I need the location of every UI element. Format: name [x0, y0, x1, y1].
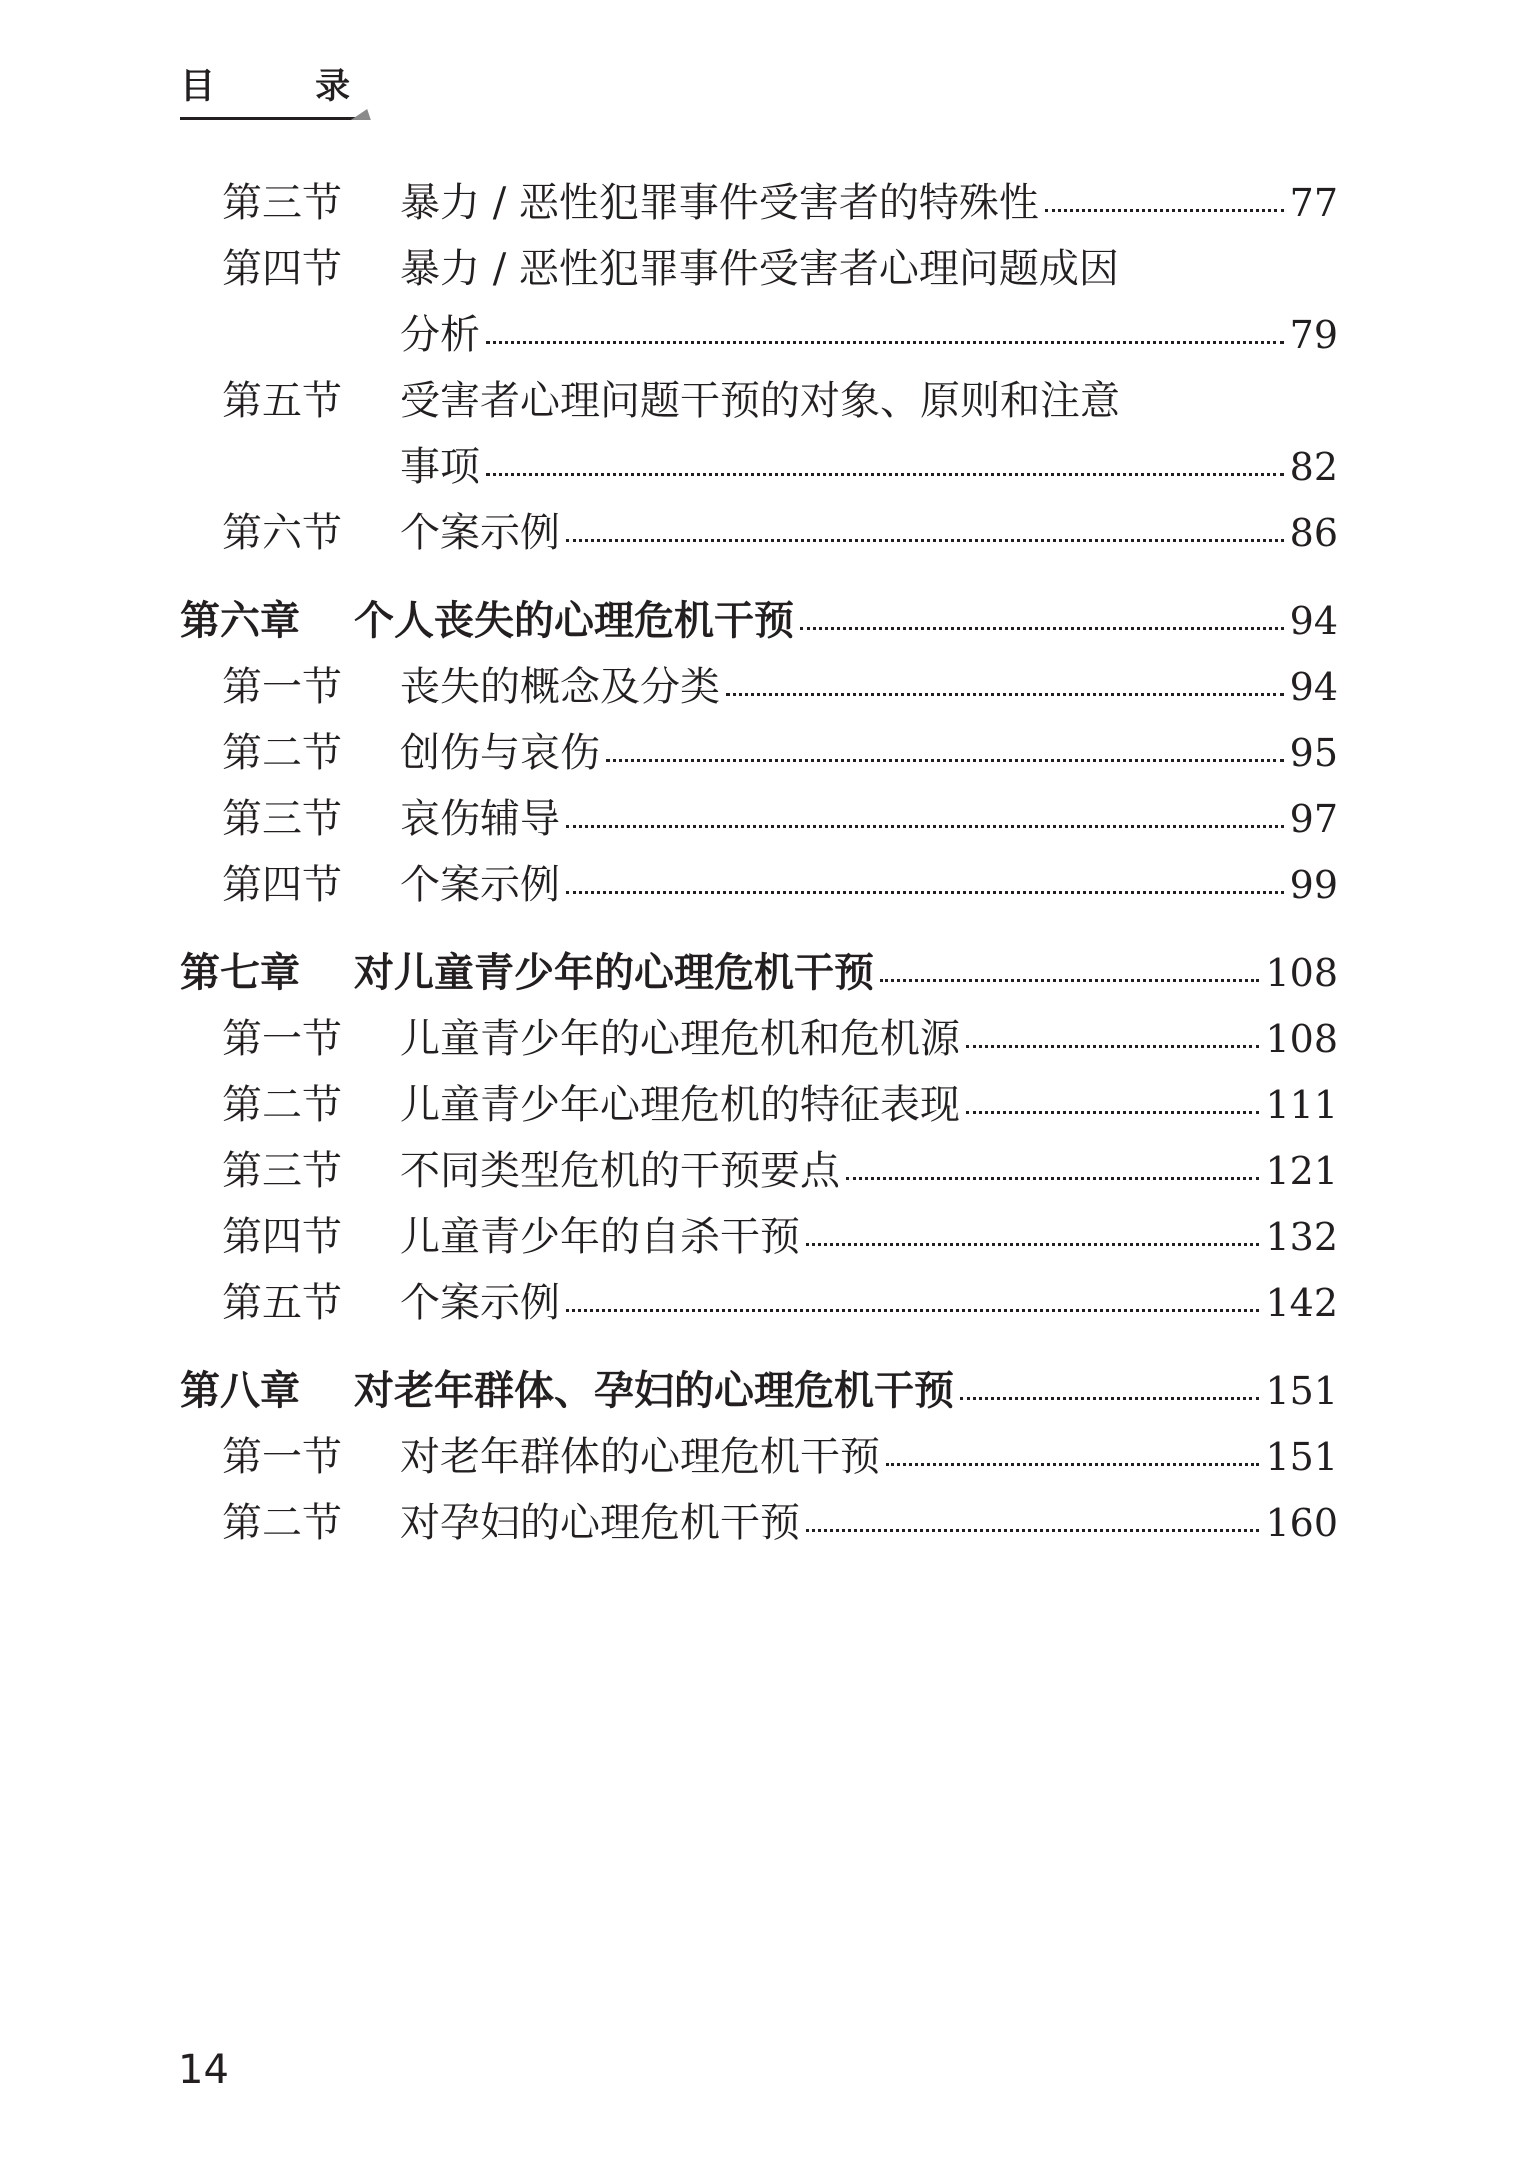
toc-section-row[interactable] — [180, 720, 1338, 786]
section-label: 第四节 — [222, 246, 342, 292]
page-number: 14 — [178, 2047, 229, 2093]
section-title-continued: 事项 — [400, 444, 480, 490]
dot-leader — [566, 1309, 1259, 1312]
dot-leader — [566, 539, 1284, 542]
dot-leader — [486, 473, 1284, 476]
dot-leader — [880, 979, 1259, 982]
section-title: 个案示例 — [400, 1280, 560, 1326]
header-rule — [180, 117, 363, 120]
toc-section-row[interactable] — [180, 368, 1338, 500]
section-page: 121 — [1265, 1149, 1338, 1193]
section-label: 第三节 — [222, 180, 342, 226]
dot-leader — [606, 759, 1284, 762]
chapter-title: 个人丧失的心理危机干预 — [354, 598, 794, 644]
toc-section-row[interactable] — [180, 170, 1338, 236]
toc-section-row[interactable] — [180, 1138, 1338, 1204]
section-page: 99 — [1289, 863, 1338, 907]
chapter-label: 第七章 — [180, 950, 300, 996]
section-label: 第六节 — [222, 510, 342, 556]
chapter-title: 对老年群体、孕妇的心理危机干预 — [354, 1368, 954, 1414]
section-page: 95 — [1289, 731, 1338, 775]
toc-section-row[interactable] — [180, 852, 1338, 918]
section-title: 个案示例 — [400, 862, 560, 908]
section-label: 第二节 — [222, 1500, 342, 1546]
dot-leader — [846, 1177, 1259, 1180]
toc-chapter-row[interactable] — [180, 940, 1338, 1006]
toc-section-row[interactable] — [180, 654, 1338, 720]
toc-section-row[interactable] — [180, 1424, 1338, 1490]
running-header — [180, 62, 395, 124]
section-title: 暴力 / 恶性犯罪事件受害者心理问题成因 — [400, 246, 1119, 292]
dot-leader — [806, 1529, 1259, 1532]
section-page: 142 — [1265, 1281, 1338, 1325]
section-label: 第二节 — [222, 1082, 342, 1128]
section-label: 第四节 — [222, 862, 342, 908]
header-title: 目 录 — [180, 67, 395, 107]
chapter-page: 108 — [1265, 951, 1338, 995]
dot-leader — [566, 825, 1284, 828]
section-label: 第一节 — [222, 1016, 342, 1062]
chapter-title: 对儿童青少年的心理危机干预 — [354, 950, 874, 996]
dot-leader — [960, 1397, 1259, 1400]
section-page: 111 — [1265, 1083, 1338, 1127]
section-title: 儿童青少年心理危机的特征表现 — [400, 1082, 960, 1128]
toc-chapter-row[interactable] — [180, 588, 1338, 654]
toc-section-row[interactable] — [180, 1270, 1338, 1336]
dot-leader — [966, 1045, 1259, 1048]
section-title-continued: 分析 — [400, 312, 480, 358]
section-page: 97 — [1289, 797, 1338, 841]
section-title: 创伤与哀伤 — [400, 730, 600, 776]
section-page: 79 — [1289, 313, 1338, 357]
section-page: 108 — [1265, 1017, 1338, 1061]
toc-section-row[interactable] — [180, 1204, 1338, 1270]
toc-section-row[interactable] — [180, 786, 1338, 852]
dot-leader — [726, 693, 1284, 696]
section-page: 132 — [1265, 1215, 1338, 1259]
section-title: 儿童青少年的自杀干预 — [400, 1214, 800, 1260]
chapter-label: 第八章 — [180, 1368, 300, 1414]
dot-leader — [886, 1463, 1259, 1466]
section-page: 86 — [1289, 511, 1338, 555]
section-title: 不同类型危机的干预要点 — [400, 1148, 840, 1194]
toc-section-row[interactable] — [180, 500, 1338, 566]
section-label: 第三节 — [222, 1148, 342, 1194]
dot-leader — [486, 341, 1284, 344]
section-title: 儿童青少年的心理危机和危机源 — [400, 1016, 960, 1062]
header-rule-ornament — [351, 109, 377, 120]
toc-section-row[interactable] — [180, 236, 1338, 368]
toc-chapter-row[interactable] — [180, 1358, 1338, 1424]
toc-section-row[interactable] — [180, 1006, 1338, 1072]
dot-leader — [1045, 209, 1284, 212]
section-title: 哀伤辅导 — [400, 796, 560, 842]
section-title: 对老年群体的心理危机干预 — [400, 1434, 880, 1480]
section-title: 个案示例 — [400, 510, 560, 556]
section-title: 受害者心理问题干预的对象、原则和注意 — [400, 378, 1120, 424]
toc-section-row[interactable] — [180, 1072, 1338, 1138]
section-page: 77 — [1289, 181, 1338, 225]
table-of-contents — [180, 170, 1338, 1556]
chapter-label: 第六章 — [180, 598, 300, 644]
chapter-page: 151 — [1265, 1369, 1338, 1413]
section-label: 第三节 — [222, 796, 342, 842]
section-label: 第一节 — [222, 664, 342, 710]
section-page: 94 — [1289, 665, 1338, 709]
section-label: 第五节 — [222, 378, 342, 424]
dot-leader — [966, 1111, 1259, 1114]
chapter-page: 94 — [1289, 599, 1338, 643]
section-label: 第二节 — [222, 730, 342, 776]
section-page: 160 — [1265, 1501, 1338, 1545]
section-title: 丧失的概念及分类 — [400, 664, 720, 710]
section-page: 151 — [1265, 1435, 1338, 1479]
section-label: 第四节 — [222, 1214, 342, 1260]
section-title: 对孕妇的心理危机干预 — [400, 1500, 800, 1546]
dot-leader — [806, 1243, 1259, 1246]
dot-leader — [566, 891, 1284, 894]
section-title: 暴力 / 恶性犯罪事件受害者的特殊性 — [400, 180, 1039, 226]
section-label: 第五节 — [222, 1280, 342, 1326]
section-label: 第一节 — [222, 1434, 342, 1480]
dot-leader — [800, 627, 1284, 630]
section-page: 82 — [1289, 445, 1338, 489]
toc-section-row[interactable] — [180, 1490, 1338, 1556]
